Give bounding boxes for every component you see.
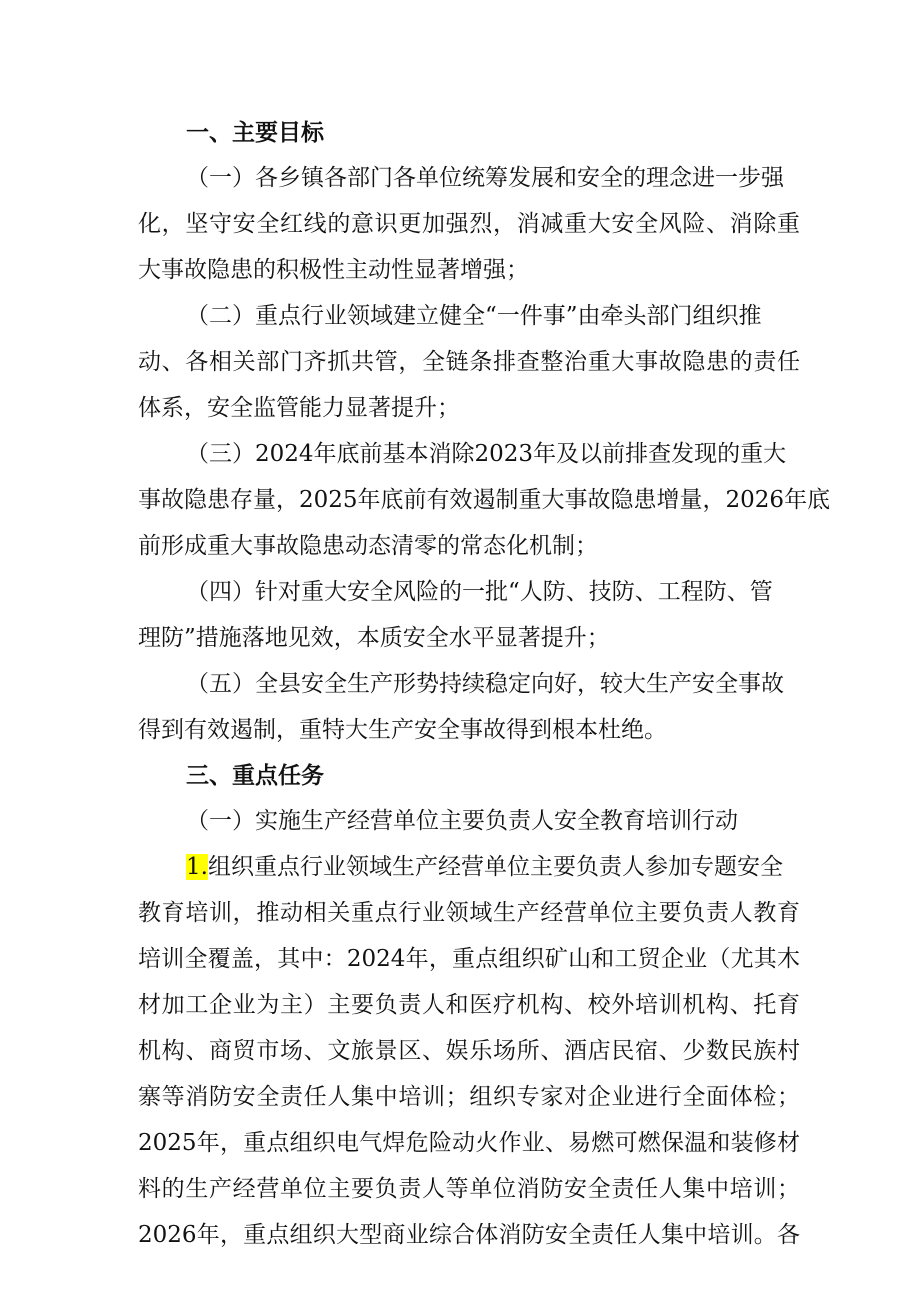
- task-item-1-line-8: 料的生产经营单位主要负责人等单位消防安全责任人集中培训；: [138, 1176, 800, 1202]
- goal-5-line-2: 得到有效遏制，重特大生产安全事故得到根本杜绝。: [138, 717, 667, 743]
- goal-1-line-3: 大事故隐患的积极性主动性显著增强；: [138, 257, 529, 283]
- task-item-1-line-5: 机构、商贸市场、文旅景区、娱乐场所、酒店民宿、少数民族村: [138, 1038, 800, 1064]
- task-item-1-line-6: 寨等消防安全责任人集中培训；组织专家对企业进行全面体检；: [138, 1084, 800, 1110]
- task-item-1-line-1: [0, 852, 920, 882]
- task-item-1-line-7: 2025年，重点组织电气焊危险动火作业、易燃可燃保温和装修材: [138, 1130, 800, 1156]
- task-item-1-line-2: 教育培训，推动相关重点行业领域生产经营单位主要负责人教育: [138, 900, 800, 926]
- goal-2-line-1: （二）重点行业领域建立健全“一件事”由牵头部门组织推: [186, 303, 762, 329]
- goal-2-line-3: 体系，安全监管能力显著提升；: [138, 395, 460, 421]
- task-item-1-text: 组织重点行业领域生产经营单位主要负责人参加专题安全: [207, 854, 783, 880]
- goal-3-line-3: 前形成重大事故隐患动态清零的常态化机制；: [138, 533, 598, 559]
- section-heading-key-tasks: 三、重点任务: [186, 763, 324, 789]
- goal-1-line-1: （一）各乡镇各部门各单位统筹发展和安全的理念进一步强: [186, 165, 784, 191]
- task-item-1-line-3: 培训全覆盖，其中：2024年，重点组织矿山和工贸企业（尤其木: [138, 946, 800, 972]
- goal-2-line-2: 动、各相关部门齐抓共管，全链条排查整治重大事故隐患的责任: [138, 349, 800, 375]
- goal-3-line-1: （三）2024年底前基本消除2023年及以前排查发现的重大: [186, 441, 787, 467]
- task-subheading-1: （一）实施生产经营单位主要负责人安全教育培训行动: [186, 808, 738, 834]
- goal-1-line-2: 化，坚守安全红线的意识更加强烈，消减重大安全风险、消除重: [138, 211, 800, 237]
- section-heading-goals: 一、主要目标: [186, 120, 324, 146]
- task-item-1-line-9: 2026年，重点组织大型商业综合体消防安全责任人集中培训。各: [138, 1222, 800, 1248]
- goal-4-line-1: （四）针对重大安全风险的一批“人防、技防、工程防、管: [186, 579, 773, 605]
- goal-5-line-1: （五）全县安全生产形势持续稳定向好，较大生产安全事故: [186, 671, 784, 697]
- goal-4-line-2: 理防”措施落地见效，本质安全水平显著提升；: [138, 625, 610, 651]
- item-number-highlight: 1.: [186, 854, 208, 880]
- goal-3-line-2: 事故隐患存量，2025年底前有效遏制重大事故隐患增量，2026年底: [138, 487, 831, 513]
- task-item-1-line-4: 材加工企业为主）主要负责人和医疗机构、校外培训机构、托育: [138, 992, 800, 1018]
